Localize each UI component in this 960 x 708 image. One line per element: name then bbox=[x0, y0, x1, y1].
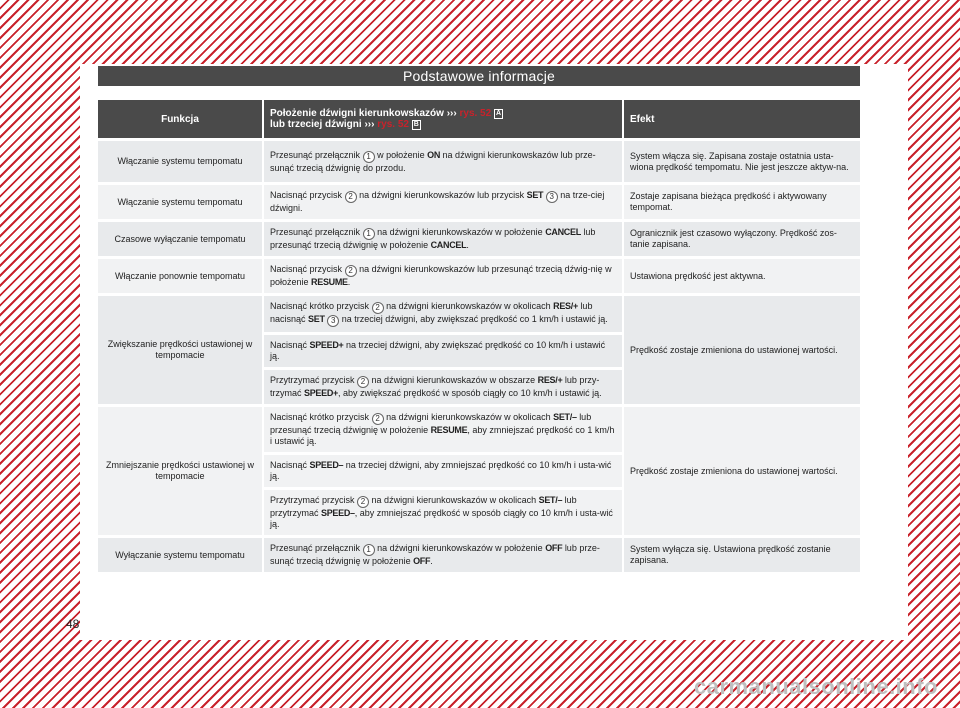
key-label: RES/+ bbox=[537, 375, 563, 385]
key-label: SPEED– bbox=[309, 460, 344, 470]
key-label: SET bbox=[308, 314, 325, 324]
key-label: SET/– bbox=[553, 412, 577, 422]
column-header-effect: Efekt bbox=[624, 100, 860, 138]
effect-cell: Zostaje zapisana bieżąca prędkość i aktywowany tempomat. bbox=[624, 182, 860, 219]
table-row bbox=[98, 256, 860, 293]
effect-cell: Ogranicznik jest czasowo wyłączony. Prędkość zos-tanie zapisana. bbox=[624, 219, 860, 256]
callout-number: 2 bbox=[372, 413, 384, 425]
key-label: RESUME bbox=[430, 425, 468, 435]
position-cell: Nacisnąć przycisk 2 na dźwigni kierunkowskazów lub przycisk SET 3 na trze-ciej dźwigni. bbox=[264, 182, 624, 219]
key-label: SPEED+ bbox=[304, 388, 338, 398]
effect-cell: System włącza się. Zapisana zostaje ostatnia usta-wiona prędkość tempomatu. Nie jest jeszcze aktyw-na. bbox=[624, 138, 860, 182]
callout-number: 1 bbox=[363, 151, 375, 163]
callout-number: 3 bbox=[546, 191, 558, 203]
position-cell bbox=[264, 293, 624, 404]
key-label: OFF bbox=[545, 543, 563, 553]
key-label: RES/+ bbox=[553, 301, 578, 311]
table-row bbox=[98, 404, 860, 535]
function-cell: Czasowe wyłączanie tempomatu bbox=[98, 219, 264, 256]
effect-cell: System wyłącza się. Ustawiona prędkość zostanie zapisana. bbox=[624, 535, 860, 572]
callout-number: 1 bbox=[363, 228, 375, 240]
section-title: Podstawowe informacje bbox=[98, 66, 860, 86]
figure-reference-link[interactable]: rys. 52 bbox=[377, 119, 409, 130]
key-label: SPEED+ bbox=[309, 340, 344, 350]
position-cell: Nacisnąć przycisk 2 na dźwigni kierunkowskazów lub przesunąć trzecią dźwig-nię w położenie RESUME. bbox=[264, 256, 624, 293]
callout-number: 2 bbox=[357, 376, 369, 388]
table-row bbox=[98, 182, 860, 219]
key-label: RESUME bbox=[311, 277, 348, 287]
key-label: SET bbox=[526, 190, 544, 200]
position-subrow: Nacisnąć SPEED– na trzeciej dźwigni, aby zmniejszać prędkość co 10 km/h i usta-wić ją. bbox=[264, 452, 622, 487]
figure-label-b: B bbox=[413, 121, 419, 128]
key-label: CANCEL bbox=[545, 227, 581, 237]
table-header-row bbox=[98, 100, 860, 138]
position-cell bbox=[264, 404, 624, 535]
figure-reference-link[interactable]: rys. 52 bbox=[459, 108, 492, 119]
position-cell: Przesunąć przełącznik 1 na dźwigni kierunkowskazów w położenie OFF lub prze-sunąć trzecią dźwignię w położenie OFF. bbox=[264, 535, 624, 572]
effect-cell: Ustawiona prędkość jest aktywna. bbox=[624, 256, 860, 293]
column-header-position: Położenie dźwigni kierunkowskazów ››› rys. 52 A lub trzeciej dźwigni ››› rys. 52 B bbox=[264, 100, 624, 138]
position-subrow: Nacisnąć SPEED+ na trzeciej dźwigni, aby zwiększać prędkość co 10 km/h i ustawić ją. bbox=[264, 332, 622, 367]
position-cell: Przesunąć przełącznik 1 na dźwigni kierunkowskazów w położenie CANCEL lub przesunąć trzecią dźwignię w położenie CANCEL. bbox=[264, 219, 624, 256]
function-cell: Zmniejszanie prędkości ustawionej w tempomacie bbox=[98, 404, 264, 535]
function-cell: Włączanie systemu tempomatu bbox=[98, 182, 264, 219]
callout-number: 2 bbox=[372, 302, 384, 314]
position-subrow: Nacisnąć krótko przycisk 2 na dźwigni kierunkowskazów w okolicach SET/– lub przesunąć trzecią dźwignię w położenie RESUME, aby zmniejszać prędkość co 1 km/h i ustawić ją. bbox=[270, 412, 615, 446]
page-number: 48 bbox=[66, 617, 80, 631]
position-cell: Przesunąć przełącznik 1 w położenie ON na dźwigni kierunkowskazów lub prze-sunąć trzecią dźwignię do przodu. bbox=[264, 138, 624, 182]
figure-label-a: A bbox=[495, 110, 502, 117]
key-label: CANCEL bbox=[430, 240, 467, 250]
table-row bbox=[98, 138, 860, 182]
callout-number: 2 bbox=[345, 265, 357, 277]
callout-number: 2 bbox=[357, 496, 369, 508]
watermark: carmanualsonline.info bbox=[694, 674, 938, 699]
function-cell: Zwiększanie prędkości ustawionej w tempomacie bbox=[98, 293, 264, 404]
position-subrow: Nacisnąć krótko przycisk 2 na dźwigni kierunkowskazów w okolicach RES/+ lub nacisnąć SET 3 na trzeciej dźwigni, aby zwiększać prędkość co 1 km/h i ustawić ją. bbox=[270, 301, 608, 325]
column-header-function: Funkcja bbox=[98, 100, 264, 138]
function-cell: Wyłączanie systemu tempomatu bbox=[98, 535, 264, 572]
table-row bbox=[98, 535, 860, 572]
key-label: ON bbox=[427, 149, 441, 160]
function-cell: Włączanie ponownie tempomatu bbox=[98, 256, 264, 293]
table-row bbox=[98, 293, 860, 404]
table-row bbox=[98, 219, 860, 256]
effect-cell: Prędkość zostaje zmieniona do ustawionej wartości. bbox=[624, 404, 860, 535]
callout-number: 1 bbox=[363, 544, 375, 556]
key-label: SET/– bbox=[538, 495, 563, 505]
effect-cell: Prędkość zostaje zmieniona do ustawionej wartości. bbox=[624, 293, 860, 404]
function-cell: Włączanie systemu tempomatu bbox=[98, 138, 264, 182]
position-subrow: Przytrzymać przycisk 2 na dźwigni kierunkowskazów w obszarze RES/+ lub przy-trzymać SPEED+, aby zwiększać prędkość w sposób ciągły co 10 km/h i ustawić ją. bbox=[264, 367, 622, 404]
key-label: OFF bbox=[413, 556, 431, 566]
position-subrow: Przytrzymać przycisk 2 na dźwigni kierunkowskazów w okolicach SET/– lub przytrzymać SPEED–, aby zmniejszać prędkość w sposób ciągły co 10 km/h i usta-wić ją. bbox=[264, 487, 622, 535]
key-label: SPEED– bbox=[321, 508, 355, 518]
callout-number: 2 bbox=[345, 191, 357, 203]
cruise-control-table bbox=[98, 100, 860, 572]
callout-number: 3 bbox=[327, 315, 339, 327]
